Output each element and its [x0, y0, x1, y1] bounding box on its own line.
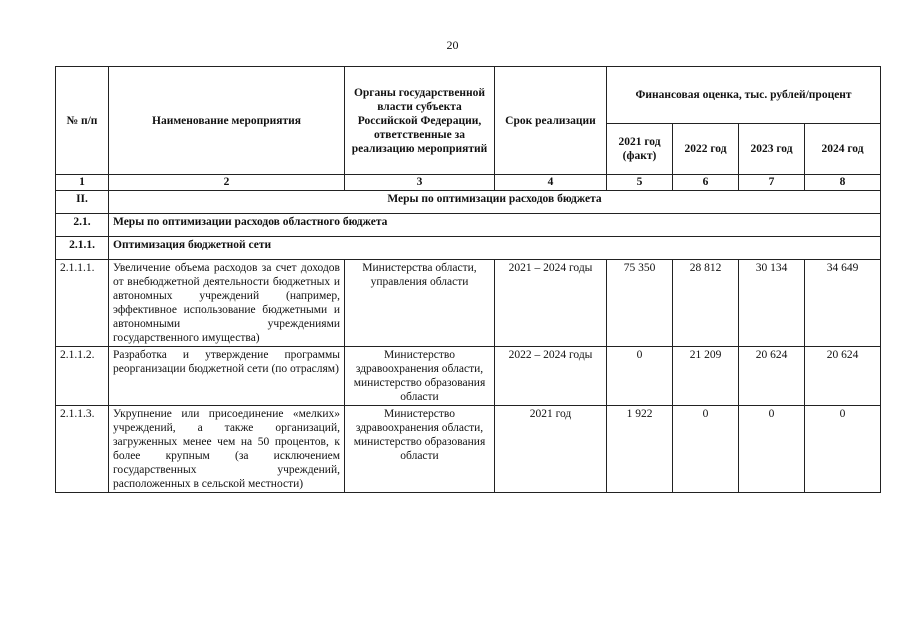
column-number: 4	[495, 175, 607, 191]
column-number: 8	[805, 175, 881, 191]
row-value-2021: 1 922	[607, 406, 673, 493]
row-bodies: Министерство здравоохранения области, министерство образования области	[345, 347, 495, 406]
column-number: 5	[607, 175, 673, 191]
header-year-2022: 2022 год	[673, 124, 739, 175]
section-row	[56, 214, 881, 237]
page-number: 20	[446, 38, 459, 52]
column-numbers-row	[56, 175, 881, 191]
row-value-2022: 0	[673, 406, 739, 493]
header-term: Срок реализации	[495, 67, 607, 175]
column-number: 1	[56, 175, 109, 191]
column-number: 3	[345, 175, 495, 191]
section-row	[56, 191, 881, 214]
header-row	[56, 67, 881, 124]
row-bodies: Министерство здравоохранения области, министерство образования области	[345, 406, 495, 493]
row-name: Укрупнение или присоединение «мелких» учреждений, а также организаций, загруженных менее чем на 50 процентов, к более крупным (за исключением государственных учреждений, расположенных в сельской местности)	[109, 406, 345, 493]
row-code: 2.1.1.3.	[56, 406, 109, 493]
section-title: Оптимизация бюджетной сети	[109, 237, 881, 260]
row-value-2023: 30 134	[739, 260, 805, 347]
section-row	[56, 237, 881, 260]
table-row	[56, 406, 881, 493]
table-row	[56, 347, 881, 406]
column-number: 6	[673, 175, 739, 191]
row-value-2023: 0	[739, 406, 805, 493]
header-name: Наименование мероприятия	[109, 67, 345, 175]
row-code: 2.1.1.2.	[56, 347, 109, 406]
header-bodies: Органы государственной власти субъекта Российской Федерации, ответственные за реализацию мероприятий	[345, 67, 495, 175]
row-term: 2021 год	[495, 406, 607, 493]
row-value-2022: 28 812	[673, 260, 739, 347]
column-number: 2	[109, 175, 345, 191]
row-name: Разработка и утверждение программы реорганизации бюджетной сети (по отраслям)	[109, 347, 345, 406]
row-value-2023: 20 624	[739, 347, 805, 406]
section-title: Меры по оптимизации расходов областного бюджета	[109, 214, 881, 237]
row-value-2021: 0	[607, 347, 673, 406]
column-number: 7	[739, 175, 805, 191]
row-value-2021: 75 350	[607, 260, 673, 347]
section-code: 2.1.1.	[56, 237, 109, 260]
budget-measures-table	[55, 66, 881, 493]
row-code: 2.1.1.1.	[56, 260, 109, 347]
table-row	[56, 260, 881, 347]
row-bodies: Министерства области, управления области	[345, 260, 495, 347]
header-year-2023: 2023 год	[739, 124, 805, 175]
section-code: II.	[56, 191, 109, 214]
row-value-2024: 34 649	[805, 260, 881, 347]
header-year-2021: 2021 год (факт)	[607, 124, 673, 175]
section-title: Меры по оптимизации расходов бюджета	[109, 191, 881, 214]
header-year-2024: 2024 год	[805, 124, 881, 175]
row-name: Увеличение объема расходов за счет доходов от внебюджетной деятельности бюджетных и автономных учреждений (например, эффективное использование бюджетными и автономными учреждениями государственного имущества)	[109, 260, 345, 347]
row-value-2024: 20 624	[805, 347, 881, 406]
row-term: 2022 – 2024 годы	[495, 347, 607, 406]
header-finance: Финансовая оценка, тыс. рублей/процент	[607, 67, 881, 124]
row-value-2022: 21 209	[673, 347, 739, 406]
row-value-2024: 0	[805, 406, 881, 493]
row-term: 2021 – 2024 годы	[495, 260, 607, 347]
section-code: 2.1.	[56, 214, 109, 237]
header-num: № п/п	[56, 67, 109, 175]
